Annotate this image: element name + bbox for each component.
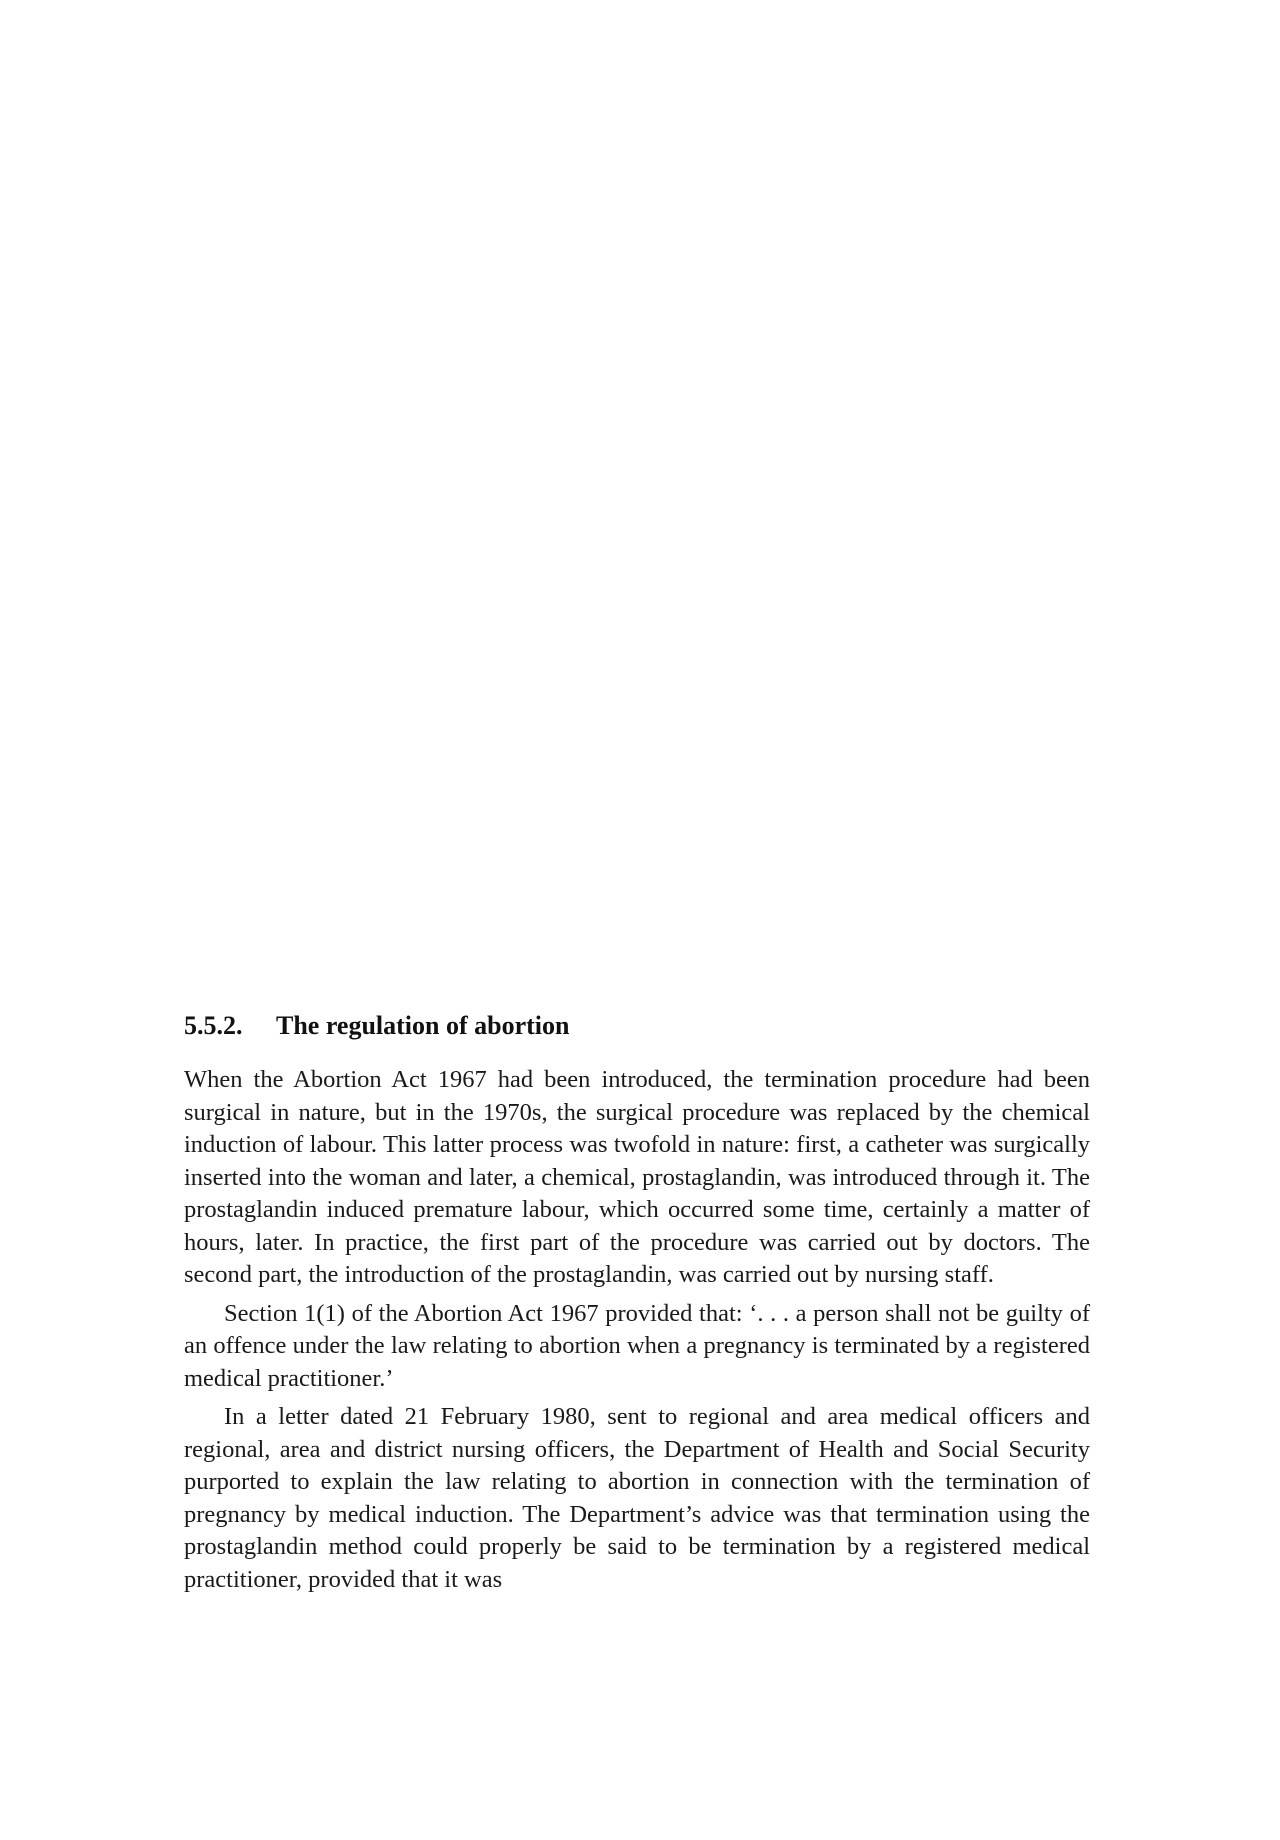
body-text-block <box>184 1008 1090 1602</box>
paragraph: When the Abortion Act 1967 had been introduced, the termination procedure had been surgical in nature, but in the 1970s, the surgical procedure was replaced by the chemical induction of labour. This latter process was twofold in nature: first, a catheter was surgically inserted into the woman and later, a chemical, prostaglandin, was introduced through it. The prostaglandin induced premature labour, which occurred some time, certainly a matter of hours, later. In practice, the first part of the procedure was carried out by doctors. The second part, the introduction of the prostaglandin, was carried out by nursing staff. <box>184 1066 1090 1288</box>
paragraph: Section 1(1) of the Abortion Act 1967 provided that: ‘. . . a person shall not be guilty of an offence under the law relating to abortion when a pregnancy is terminated by a registered medical practitioner.’ <box>184 1299 1090 1392</box>
paragraph: In a letter dated 21 February 1980, sent to regional and area medical officers and regional, area and district nursing officers, the Department of Health and Social Security purported to explain the law relating to abortion in connection with the termination of pregnancy by medical induction. The Department’s advice was that termination using the prostaglandin method could properly be said to be termination by a registered medical practitioner, provided that it was <box>184 1403 1090 1593</box>
section-title: The regulation of abortion <box>276 1011 570 1040</box>
section-number: 5.5.2. <box>184 1011 243 1040</box>
section-heading <box>184 1008 1090 1044</box>
